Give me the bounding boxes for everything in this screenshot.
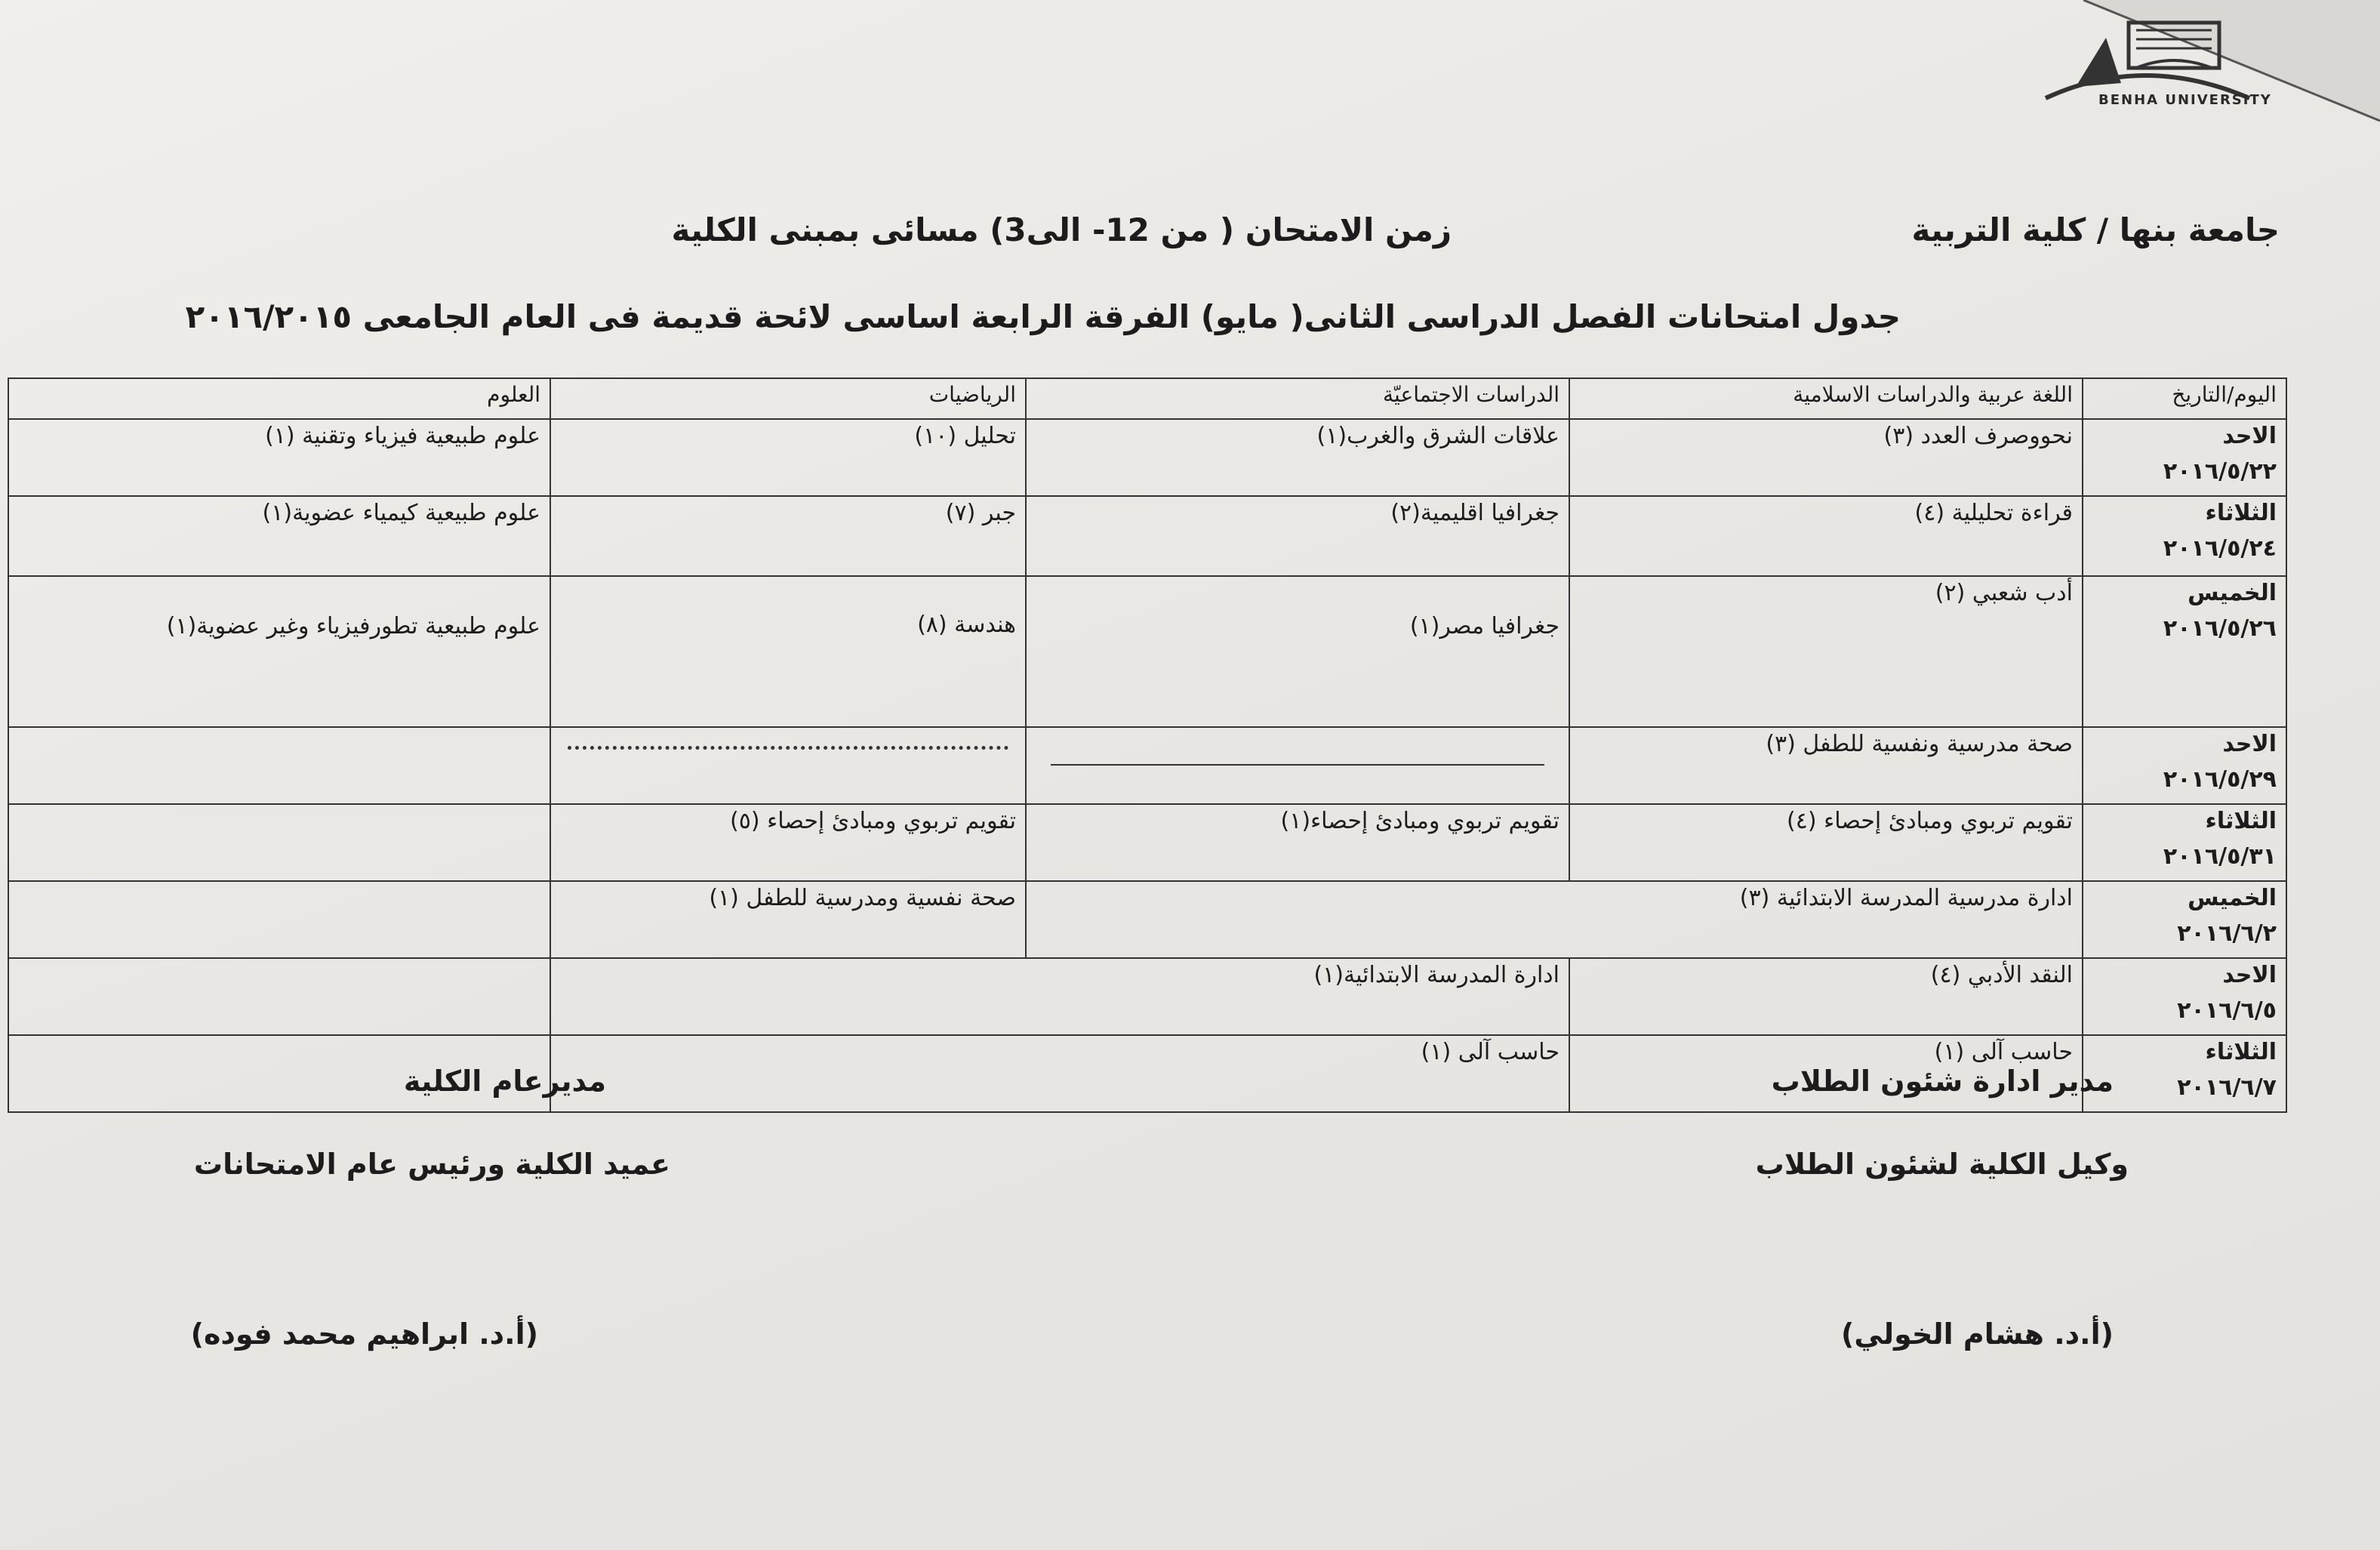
math-geometry: هندسة (٨) <box>917 612 1016 638</box>
day-date-cell <box>2083 881 2286 958</box>
table-row <box>8 496 2286 576</box>
table-row <box>8 576 2286 727</box>
day-name: الخميس <box>2188 580 2277 606</box>
math-cell <box>550 576 1026 727</box>
day-date-cell <box>2083 496 2286 576</box>
signatory-name-left: (أ.د. ابراهيم محمد فوده) <box>190 1317 538 1351</box>
exam-date: ٢٠١٦/٦/٢ <box>2177 920 2277 947</box>
arabic-social-merged-cell: ادارة مدرسية المدرسة الابتدائية (٣) <box>1026 881 2083 958</box>
student-affairs-manager-title: مدير ادارة شئون الطلاب <box>1771 1065 2114 1098</box>
science-cell: علوم طبيعية تطورفيزياء وغير عضوية(١) <box>8 576 550 727</box>
arabic-cell: صحة مدرسية ونفسية للطفل (٣) <box>1569 727 2083 804</box>
arabic-cell: حاسب آلى (١) <box>1569 1035 2083 1112</box>
day-date-cell <box>2083 958 2286 1035</box>
table-header-row <box>8 378 2286 419</box>
exam-date: ٢٠١٦/٥/٣١ <box>2163 843 2277 870</box>
table-row <box>8 881 2286 958</box>
day-name: الاحد <box>2222 423 2277 449</box>
header-social: الدراسات الاجتماعيّة <box>1026 378 1569 419</box>
dean-exams-head-title: عميد الكلية ورئيس عام الامتحانات <box>193 1148 670 1181</box>
exam-date: ٢٠١٦/٥/٢٤ <box>2163 535 2277 562</box>
day-date-cell <box>2083 419 2286 496</box>
exam-date: ٢٠١٦/٥/٢٩ <box>2163 766 2277 793</box>
header-math: الرياضيات <box>550 378 1026 419</box>
social-math-merged-cell: ادارة المدرسة الابتدائية(١) <box>550 958 1569 1035</box>
day-date-cell <box>2083 727 2286 804</box>
college-general-manager-title: مديرعام الكلية <box>403 1065 606 1098</box>
table-row <box>8 727 2286 804</box>
exam-schedule-table <box>8 377 2287 1113</box>
social-cell: جغرافيا اقليمية(٢) <box>1026 496 1569 576</box>
university-faculty: جامعة بنها / كلية التربية <box>1911 211 2280 248</box>
math-cell: صحة نفسية ومدرسية للطفل (١) <box>550 881 1026 958</box>
table-row <box>8 958 2286 1035</box>
arabic-cell: أدب شعبي (٢) <box>1569 576 2083 727</box>
exam-time: زمن الامتحان ( من 12- الى3) مسائى بمبنى الكلية <box>671 211 1452 248</box>
table-row <box>8 804 2286 881</box>
day-date-cell <box>2083 804 2286 881</box>
science-cell <box>8 881 550 958</box>
signatory-name-right: (أ.د. هشام الخولي) <box>1841 1317 2114 1351</box>
math-cell: تقويم تربوي ومبادئ إحصاء (٥) <box>550 804 1026 881</box>
day-name: الاحد <box>2222 962 2277 988</box>
empty-line-mark <box>1051 764 1544 766</box>
arabic-cell: النقد الأدبي (٤) <box>1569 958 2083 1035</box>
day-name: الثلاثاء <box>2205 808 2277 834</box>
social-math-merged-cell: حاسب آلى (١) <box>550 1035 1569 1112</box>
logo-text: BENHA UNIVERSITY <box>2098 92 2272 108</box>
science-cell <box>8 958 550 1035</box>
schedule-title: جدول امتحانات الفصل الدراسى الثانى( مايو) الفرقة الرابعة اساسى لائحة قديمة فى العام الجامعى ٢٠١٦/٢٠١٥ <box>185 298 1901 335</box>
math-cell <box>550 727 1026 804</box>
header-day-date: اليوم/التاريخ <box>2083 378 2286 419</box>
social-cell: جغرافيا مصر(١) <box>1026 576 1569 727</box>
day-name: الثلاثاء <box>2205 500 2277 526</box>
header-arabic: اللغة عربية والدراسات الاسلامية <box>1569 378 2083 419</box>
day-date-cell <box>2083 576 2286 727</box>
dotted-line-mark <box>568 746 1008 750</box>
science-cell: علوم طبيعية فيزياء وتقنية (١) <box>8 419 550 496</box>
arabic-cell: نحووصرف العدد (٣) <box>1569 419 2083 496</box>
day-name: الخميس <box>2188 885 2277 911</box>
table-row <box>8 419 2286 496</box>
science-cell <box>8 804 550 881</box>
math-cell: جبر (٧) <box>550 496 1026 576</box>
exam-date: ٢٠١٦/٥/٢٦ <box>2163 615 2277 642</box>
exam-date: ٢٠١٦/٦/٧ <box>2177 1074 2277 1101</box>
social-cell <box>1026 727 1569 804</box>
social-cell: علاقات الشرق والغرب(١) <box>1026 419 1569 496</box>
exam-date: ٢٠١٦/٥/٢٢ <box>2163 458 2277 485</box>
social-cell: تقويم تربوي ومبادئ إحصاء(١) <box>1026 804 1569 881</box>
vice-dean-students-title: وكيل الكلية لشئون الطلاب <box>1755 1148 2129 1181</box>
math-cell: تحليل (١٠) <box>550 419 1026 496</box>
arabic-cell: تقويم تربوي ومبادئ إحصاء (٤) <box>1569 804 2083 881</box>
header-science: العلوم <box>8 378 550 419</box>
exam-date: ٢٠١٦/٦/٥ <box>2177 997 2277 1024</box>
day-name: الاحد <box>2222 731 2277 757</box>
science-cell: علوم طبيعية كيمياء عضوية(١) <box>8 496 550 576</box>
arabic-cell: قراءة تحليلية (٤) <box>1569 496 2083 576</box>
science-cell <box>8 727 550 804</box>
day-name: الثلاثاء <box>2205 1039 2277 1065</box>
